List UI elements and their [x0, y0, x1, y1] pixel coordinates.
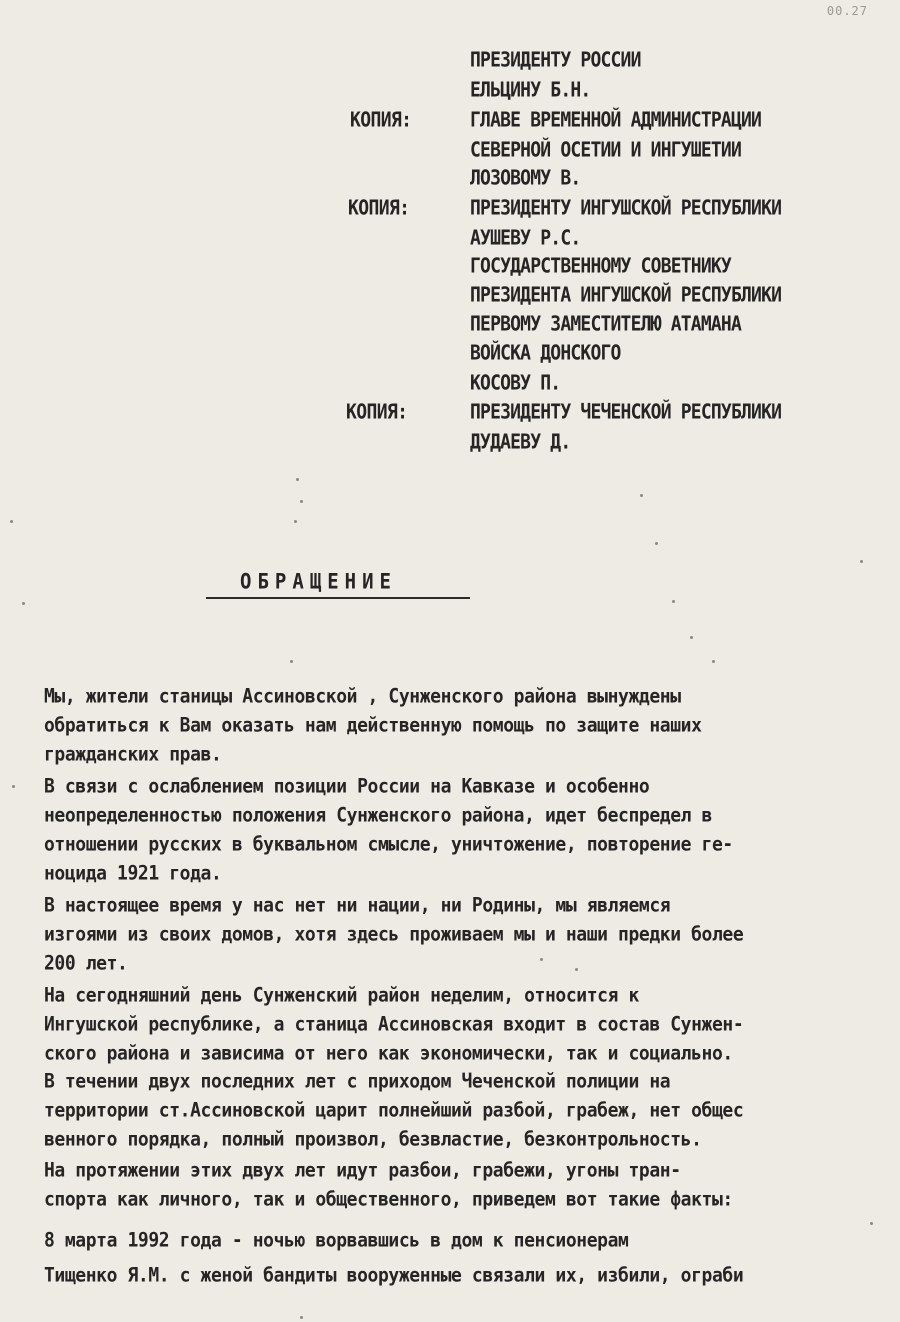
scan-speck	[294, 520, 297, 523]
scan-speck	[655, 542, 658, 545]
address-line: ЕЛЬЦИНУ Б.Н.	[470, 78, 591, 103]
body-line: ского района и зависима от него как экономически, так и социально.	[44, 1041, 733, 1065]
body-line: отношении русских в буквальном смысле, уничтожение, повторение ге-	[44, 832, 733, 856]
scan-speck	[540, 958, 543, 961]
scan-speck	[296, 478, 299, 481]
body-line: В связи с ослаблением позиции России на Кавказе и особенно	[44, 774, 650, 798]
address-line: ПРЕЗИДЕНТА ИНГУШСКОЙ РЕСПУБЛИКИ	[470, 283, 782, 308]
body-line: неопределенностью положения Сунженского района, идет беспредел в	[44, 803, 712, 827]
scan-speck	[22, 602, 25, 605]
body-line: спорта как личного, так и общественного, приведем вот такие факты:	[44, 1187, 733, 1211]
address-line: ГОСУДАРСТВЕННОМУ СОВЕТНИКУ	[470, 254, 731, 279]
address-line: ПРЕЗИДЕНТУ РОССИИ	[470, 48, 641, 73]
address-line: ВОЙСКА ДОНСКОГО	[470, 341, 621, 366]
address-line: СЕВЕРНОЙ ОСЕТИИ И ИНГУШЕТИИ	[470, 138, 741, 163]
title-underline	[206, 597, 470, 599]
address-line: ПРЕЗИДЕНТУ ИНГУШСКОЙ РЕСПУБЛИКИ	[470, 196, 782, 221]
address-line: АУШЕВУ Р.С.	[470, 226, 581, 251]
address-line: ЛОЗОВОМУ В.	[470, 166, 581, 191]
body-line: На протяжении этих двух лет идут разбои, грабежи, угоны тран-	[44, 1158, 681, 1182]
body-line: 200 лет.	[44, 951, 128, 975]
scan-speck	[690, 636, 693, 639]
scan-speck	[860, 560, 863, 563]
scan-speck	[300, 1316, 303, 1319]
address-line: ПЕРВОМУ ЗАМЕСТИТЕЛЮ АТАМАНА	[470, 312, 741, 337]
address-line: ДУДАЕВУ Д.	[470, 430, 571, 455]
scan-speck	[870, 1222, 873, 1225]
body-line: обратиться к Вам оказать нам действенную помощь по защите наших	[44, 713, 702, 737]
scan-speck	[672, 600, 675, 603]
body-line: Ингушской республике, а станица Ассиновская входит в состав Сунжен-	[44, 1012, 744, 1036]
scan-speck	[640, 494, 643, 497]
body-line: венного порядка, полный произвол, безвластие, безконтрольность.	[44, 1127, 702, 1151]
address-line: ПРЕЗИДЕНТУ ЧЕЧЕНСКОЙ РЕСПУБЛИКИ	[470, 400, 782, 425]
copy-label: КОПИЯ:	[348, 196, 410, 221]
body-line: 8 марта 1992 года - ночью ворвавшись в дом к пенсионерам	[44, 1228, 629, 1252]
body-line: Тищенко Я.М. с женой бандиты вооруженные связали их, избили, ограби	[44, 1263, 744, 1287]
body-line: В течении двух последних лет с приходом Чеченской полиции на	[44, 1069, 671, 1093]
body-line: территории ст.Ассиновской царит полнейший разбой, грабеж, нет общес	[44, 1098, 744, 1122]
scan-speck	[300, 500, 303, 503]
scan-speck	[290, 660, 293, 663]
scan-speck	[10, 520, 13, 523]
scan-speck	[12, 785, 15, 788]
page-mark: 00.27	[826, 4, 868, 18]
body-line: гражданских прав.	[44, 742, 222, 766]
body-line: изгоями из своих домов, хотя здесь проживаем мы и наши предки более	[44, 922, 744, 946]
body-line: В настоящее время у нас нет ни нации, ни Родины, мы являемся	[44, 893, 671, 917]
copy-label: КОПИЯ:	[346, 400, 408, 425]
body-line: На сегодняшний день Сунженский район неделим, относится к	[44, 983, 639, 1007]
copy-label: КОПИЯ:	[350, 108, 412, 133]
scan-speck	[575, 968, 578, 971]
body-line: Мы, жители станицы Ассиновской , Сунженского района вынуждены	[44, 684, 681, 708]
address-line: КОСОВУ П.	[470, 371, 561, 396]
address-line: ГЛАВЕ ВРЕМЕННОЙ АДМИНИСТРАЦИИ	[470, 108, 762, 133]
body-line: ноцида 1921 года.	[44, 861, 222, 885]
document-title: ОБРАЩЕНИЕ	[240, 569, 397, 595]
scan-speck	[712, 660, 715, 663]
